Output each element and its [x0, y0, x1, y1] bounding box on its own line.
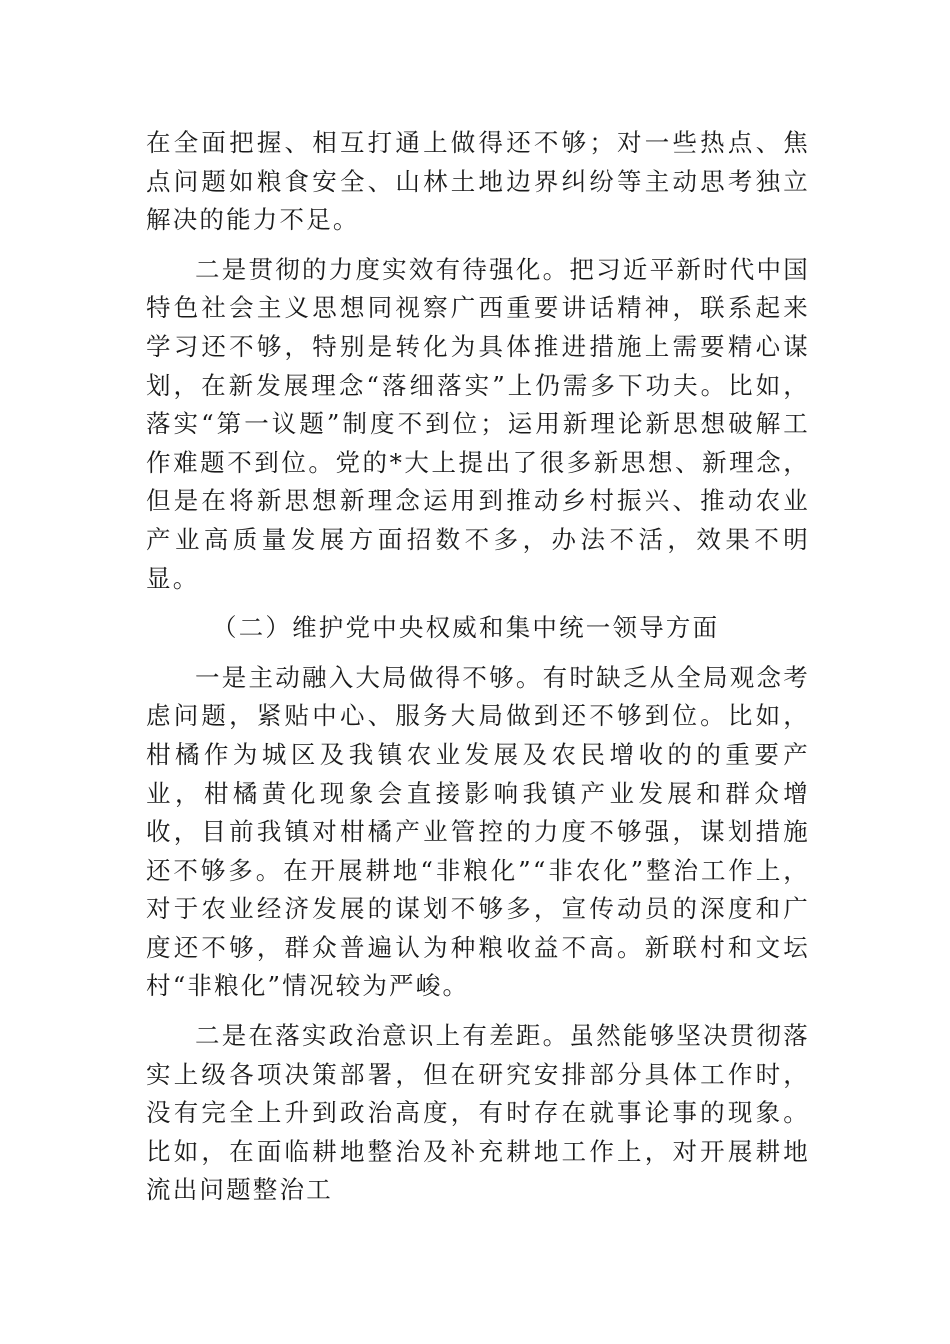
- paragraph-continuation: 在全面把握、相互打通上做得还不够；对一些热点、焦点问题如粮食安全、山林土地边界纠纷等主动思考独立解决的能力不足。: [146, 128, 810, 235]
- document-body: [146, 124, 810, 1221]
- section-heading: （二）维护党中央权威和集中统一领导方面: [212, 613, 720, 643]
- paragraph-overall-situation: 一是主动融入大局做得不够。有时缺乏从全局观念考虑问题，紧贴中心、服务大局做到还不够到位。比如，柑橘作为城区及我镇农业发展及农民增收的的重要产业，柑橘黄化现象会直接影响我镇产业发展和群众增收，目前我镇对柑橘产业管控的力度不够强，谋划措施还不够多。在开展耕地“非粮化”“非农化”整治工作上，对于农业经济发展的谋划不够多，宣传动员的深度和广度还不够，群众普遍认为种粮收益不高。新联村和文坛村“非粮化”情况较为严峻。: [146, 662, 810, 1001]
- paragraph-political-awareness: 二是在落实政治意识上有差距。虽然能够坚决贯彻落实上级各项决策部署，但在研究安排部分具体工作时，没有完全上升到政治高度，有时存在就事论事的现象。比如，在面临耕地整治及补充耕地工作上，对开展耕地流出问题整治工: [146, 1021, 810, 1205]
- paragraph-implementation-strength: 二是贯彻的力度实效有待强化。把习近平新时代中国特色社会主义思想同视察广西重要讲话精神，联系起来学习还不够，特别是转化为具体推进措施上需要精心谋划，在新发展理念“落细落实”上仍需多下功夫。比如，落实“第一议题”制度不到位；运用新理论新思想破解工作难题不到位。党的*大上提出了很多新思想、新理念，但是在将新思想新理念运用到推动乡村振兴、推动农业产业高质量发展方面招数不多，办法不活，效果不明显。: [146, 254, 810, 593]
